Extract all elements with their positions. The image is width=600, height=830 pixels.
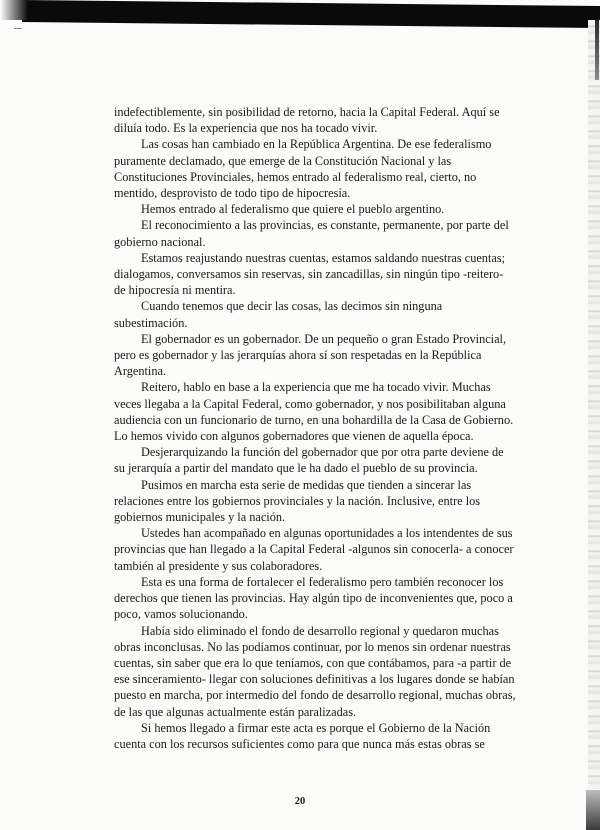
scan-right-edge — [588, 20, 600, 830]
paragraph-11: Ustedes han acompañado en algunas oportunidades a los intendentes de sus provincias que han llegado a la Capital Federal -algunos sin conocerla- a conocer también al presidente y sus colaboradores. — [114, 526, 514, 573]
paragraph-12: Esta es una forma de fortalecer el federalismo pero también reconocer los derechos que tienen las provincias. Hay algún tipo de inconvenientes que, poco a poco, vamos solucionando. — [114, 574, 513, 622]
scan-top-fade — [0, 0, 28, 20]
paragraph-7: El gobernador es un gobernador. De un pequeño o gran Estado Provincial, pero es gobernador y las jerarquías ahora sí son respetadas en la República Argentina. — [114, 331, 507, 379]
paragraph-3: Hemos entrado al federalismo que quiere el pueblo argentino. — [141, 202, 445, 217]
paragraph-4: El reconocimiento a las provincias, es constante, permanente, por parte del gobierno nacional. — [114, 218, 509, 249]
paragraph-9: Desjerarquizando la función del gobernador que por otra parte deviene de su jerarquía a partir del mandato que le ha dado el pueblo de su provincia. — [114, 445, 504, 476]
body-text — [114, 104, 516, 752]
paragraph-13: Había sido eliminado el fondo de desarrollo regional y quedaron muchas obras inconclusas. No las podíamos continuar, por lo menos sin ordenar nuestras cuentas, sin saber que era lo que teníamos, con que contábamos, para -a partir de ese sinceramiento- llegar con soluciones definitivas a los lugares donde se habían puesto en marcha, por intermedio del fondo de desarrollo regional, muchas obras, de las que algunas actualmente están paralizadas. — [114, 623, 516, 719]
scan-right-edge-top — [595, 20, 599, 80]
page-number: 20 — [294, 796, 306, 807]
paragraph-1: indefectiblemente, sin posibilidad de retorno, hacia la Capital Federal. Aquí se diluía todo. Es la experiencia que nos ha tocado vivir. — [114, 105, 500, 136]
paragraph-14: Si hemos llegado a firmar este acta es porque el Gobierno de la Nación cuenta con los recursos suficientes como para que nunca más estas obras se — [114, 720, 491, 751]
paragraph-5: Estamos reajustando nuestras cuentas, estamos saldando nuestras cuentas; dialogamos, conversamos sin reservas, sin zancadillas, sin ningún tipo -reitero- de hipocresía ni mentira. — [114, 250, 506, 298]
paragraph-2: Las cosas han cambiado en la República Argentina. De ese federalismo puramente declamado, que emerge de la Constitución Nacional y las Constituciones Provinciales, hemos entrado al federalismo real, cierto, no mentido, desprovisto de todo tipo de hipocresía. — [114, 137, 492, 201]
scan-mark — [14, 28, 22, 29]
paragraph-8: Reitero, hablo en base a la experiencia que me ha tocado vivir. Muchas veces llegaba a la Capital Federal, como gobernador, y nos posibilitaban alguna audiencia con un funcionario de turno, en una bohardilla de la Casa de Gobierno. Lo hemos vivido con algunos gobernadores que vienen de aquella época. — [114, 380, 514, 444]
paragraph-6: Cuando tenemos que decir las cosas, las decimos sin ninguna subestimación. — [114, 299, 443, 330]
paragraph-10: Pusimos en marcha esta serie de medidas que tienden a sincerar las relaciones entre los gobiernos provinciales y la nación. Inclusive, entre los gobiernos municipales y la nación. — [114, 477, 481, 525]
scan-top-shadow — [22, 0, 600, 28]
